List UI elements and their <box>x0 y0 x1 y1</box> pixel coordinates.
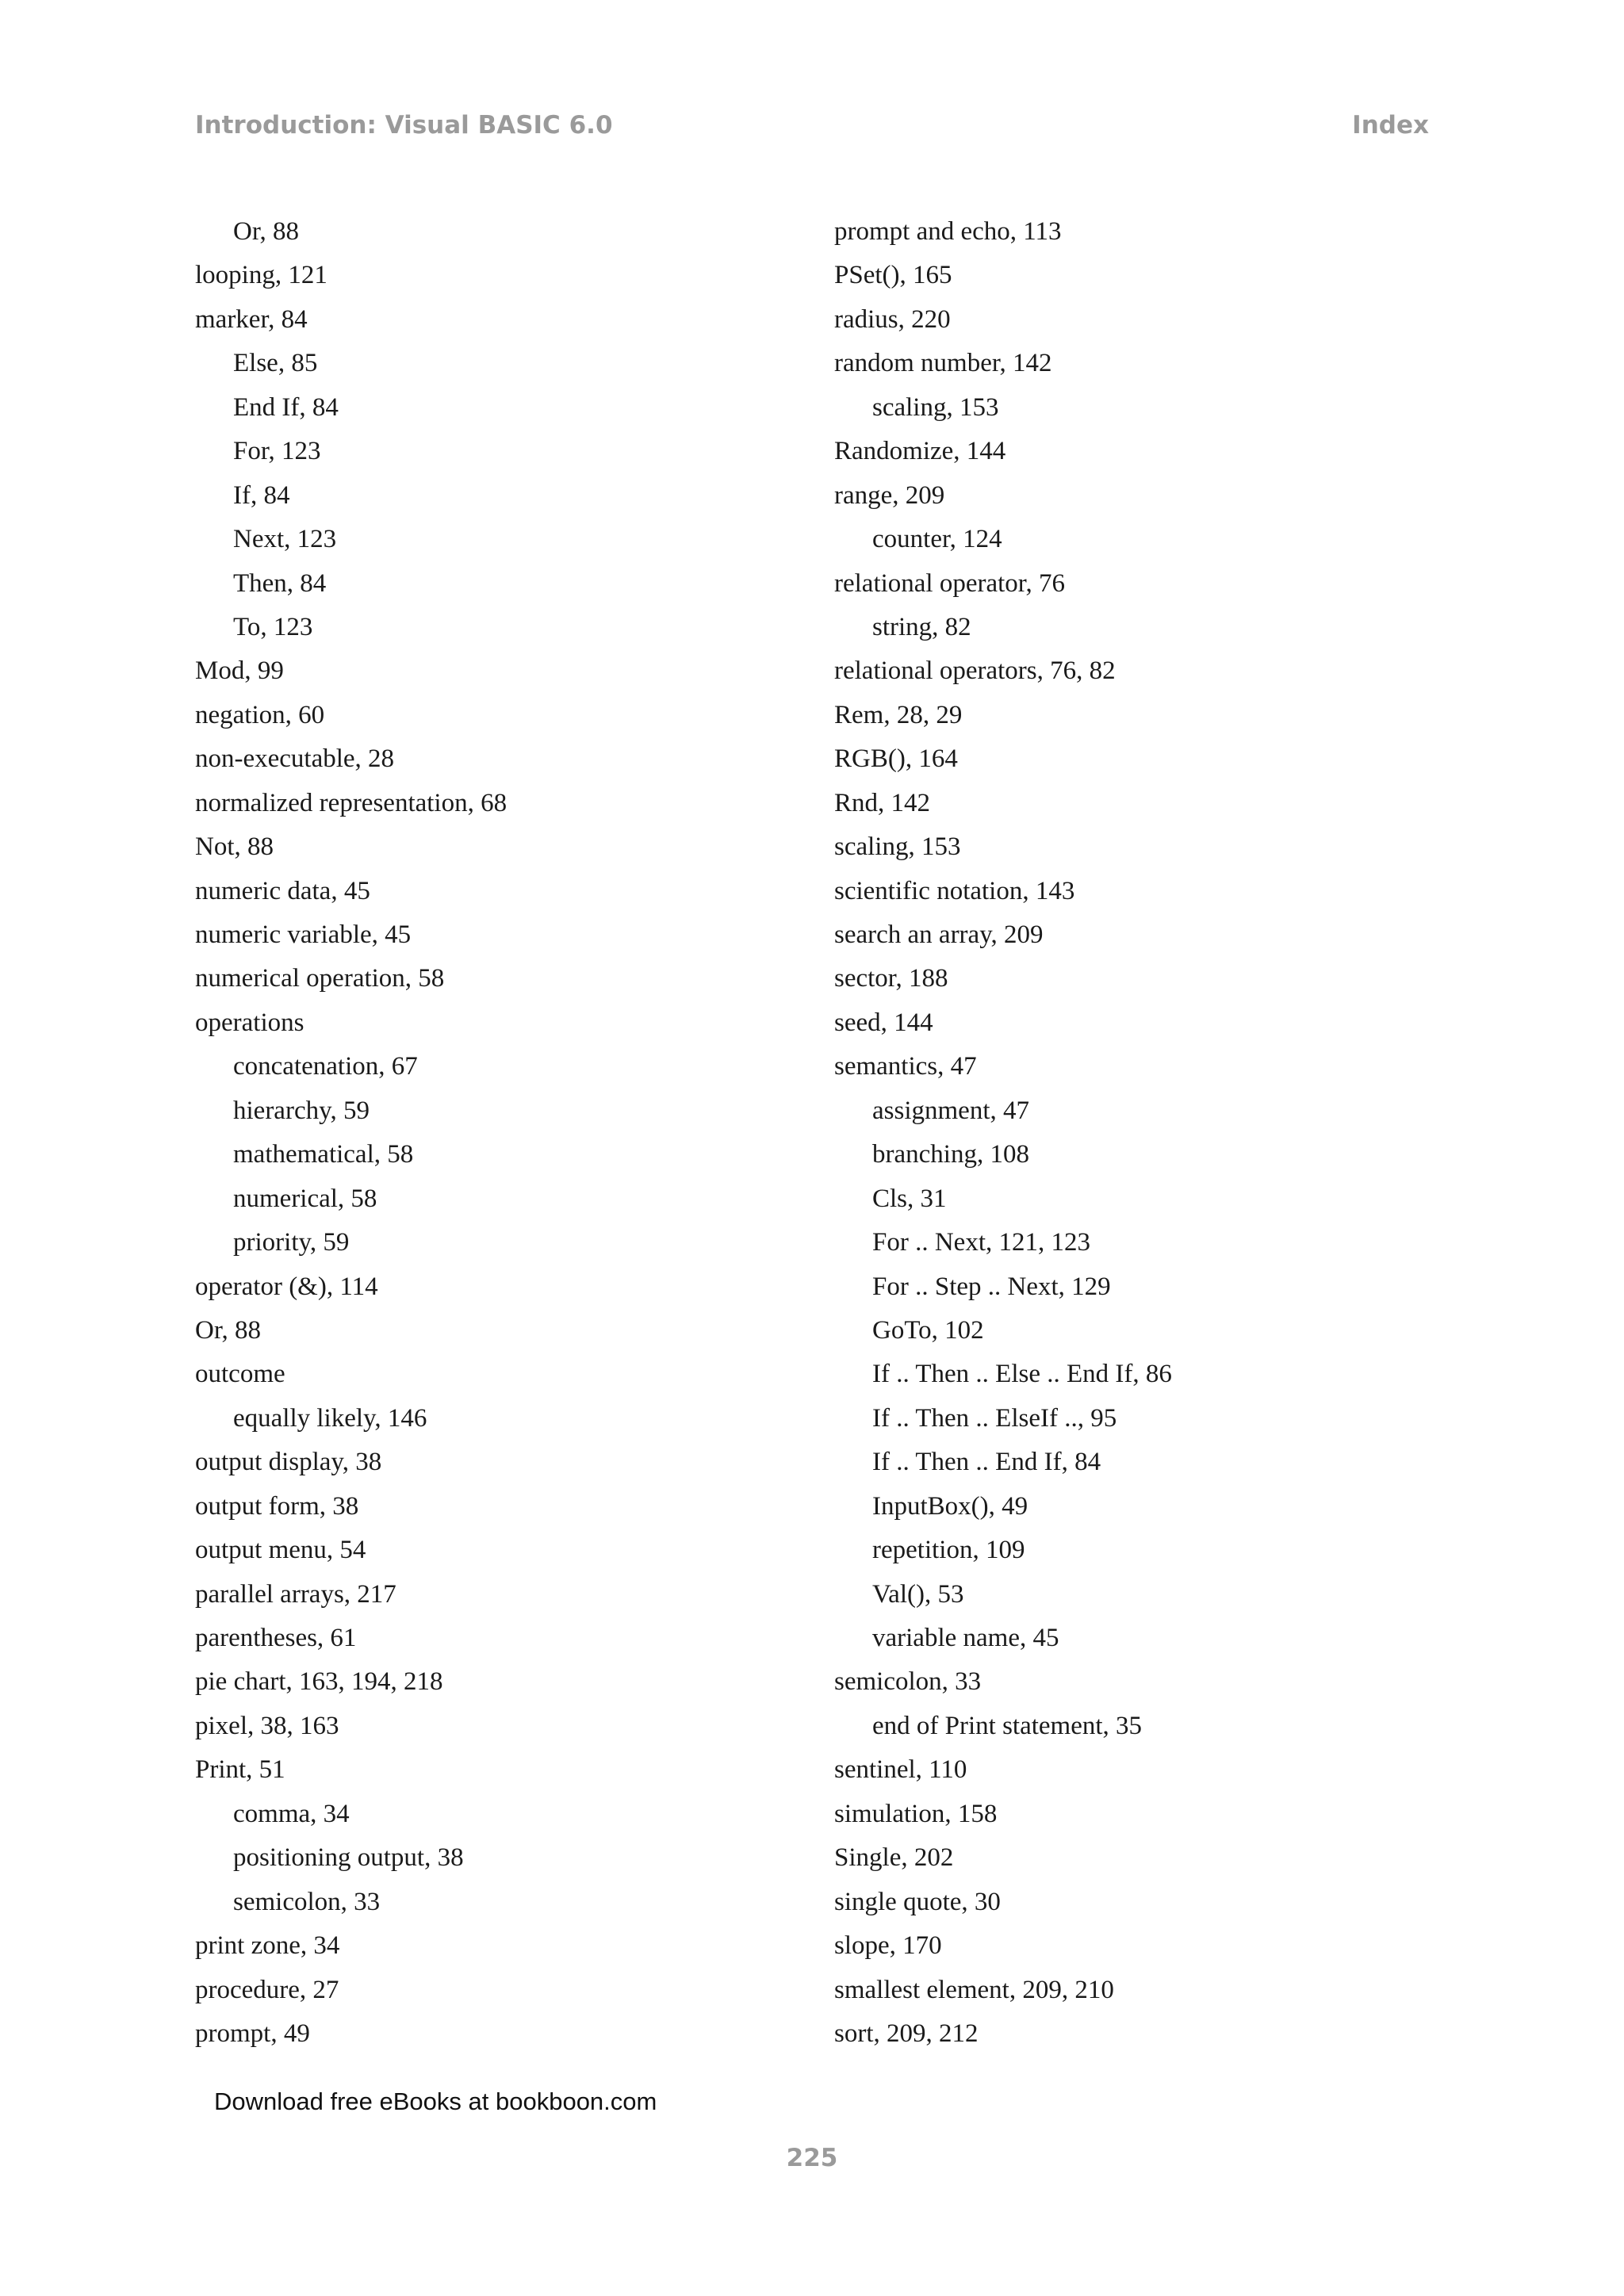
index-subentry: comma, 34 <box>233 1799 350 1828</box>
index-entry: range, 209 <box>834 480 945 510</box>
index-entry: PSet(), 165 <box>834 261 952 290</box>
index-entry: relational operators, 76, 82 <box>834 656 1116 686</box>
index-entry: normalized representation, 68 <box>195 788 508 817</box>
index-subentry: repetition, 109 <box>872 1536 1025 1565</box>
index-subentry: equally likely, 146 <box>233 1403 427 1433</box>
index-entry: single quote, 30 <box>834 1887 1001 1916</box>
index-subentry: variable name, 45 <box>872 1624 1059 1652</box>
index-entry: marker, 84 <box>195 304 308 334</box>
index-subentry: counter, 124 <box>872 525 1002 554</box>
index-entry: pie chart, 163, 194, 218 <box>195 1667 443 1697</box>
index-entry: output menu, 54 <box>195 1536 366 1565</box>
index-subentry: InputBox(), 49 <box>872 1491 1028 1521</box>
index-entry: slope, 170 <box>834 1931 942 1961</box>
book-title: Introduction: Visual BASIC 6.0 <box>195 111 613 140</box>
index-column-right <box>834 210 1172 2056</box>
index-subentry: Val(), 53 <box>872 1579 964 1609</box>
index-entry: Single, 202 <box>834 1843 954 1873</box>
index-entry: looping, 121 <box>195 261 327 290</box>
index-entry: seed, 144 <box>834 1008 933 1037</box>
index-subentry: Then, 84 <box>233 568 327 598</box>
index-entry: prompt, 49 <box>195 2019 310 2048</box>
index-subentry: Cls, 31 <box>872 1184 947 1213</box>
index-entry: search an array, 209 <box>834 920 1044 949</box>
index-entry: simulation, 158 <box>834 1799 998 1828</box>
index-entry: Mod, 99 <box>195 656 284 686</box>
index-entry: semantics, 47 <box>834 1052 977 1081</box>
index-entry: Or, 88 <box>195 1315 261 1345</box>
index-entry: Rnd, 142 <box>834 788 931 817</box>
page-number: 225 <box>786 2144 838 2172</box>
index-entry: numeric data, 45 <box>195 876 370 905</box>
index-subentry: branching, 108 <box>872 1140 1029 1169</box>
index-entry: negation, 60 <box>195 700 325 729</box>
index-entry: Print, 51 <box>195 1755 285 1785</box>
index-subentry: For .. Next, 121, 123 <box>872 1228 1090 1257</box>
index-subentry: Next, 123 <box>233 525 337 554</box>
index-subentry: If .. Then .. End If, 84 <box>872 1448 1101 1477</box>
index-subentry: End If, 84 <box>233 392 339 422</box>
index-entry: sector, 188 <box>834 964 948 993</box>
index-column-left <box>195 210 507 2056</box>
index-entry: pixel, 38, 163 <box>195 1711 339 1740</box>
index-entry: operator (&), 114 <box>195 1272 378 1301</box>
page-header <box>195 111 1429 149</box>
index-subentry: scaling, 153 <box>872 392 999 422</box>
index-subentry: mathematical, 58 <box>233 1140 414 1169</box>
index-subentry: To, 123 <box>233 612 313 641</box>
index-entry: Not, 88 <box>195 832 274 862</box>
index-entry: smallest element, 209, 210 <box>834 1975 1114 2004</box>
index-entry: sort, 209, 212 <box>834 2019 979 2048</box>
index-subentry: string, 82 <box>872 612 971 641</box>
index-subentry: If .. Then .. ElseIf .., 95 <box>872 1403 1117 1433</box>
index-subentry: Else, 85 <box>233 349 318 378</box>
index-entry: semicolon, 33 <box>834 1667 982 1697</box>
index-subentry: semicolon, 33 <box>233 1887 381 1916</box>
index-entry: relational operator, 76 <box>834 568 1065 598</box>
index-entry: numeric variable, 45 <box>195 920 412 949</box>
index-entry: parentheses, 61 <box>195 1624 357 1652</box>
index-subentry: end of Print statement, 35 <box>872 1711 1143 1740</box>
index-subentry: For, 123 <box>233 437 321 466</box>
index-entry: prompt and echo, 113 <box>834 217 1062 246</box>
index-subentry: GoTo, 102 <box>872 1315 984 1345</box>
index-entry: scaling, 153 <box>834 832 961 862</box>
index-subentry: numerical, 58 <box>233 1184 377 1213</box>
index-entry: output form, 38 <box>195 1491 359 1521</box>
index-subentry: Or, 88 <box>233 217 299 246</box>
download-note: Download free eBooks at bookboon.com <box>214 2087 657 2115</box>
index-subentry: priority, 59 <box>233 1228 350 1257</box>
index-entry: non-executable, 28 <box>195 744 395 774</box>
index-subentry: For .. Step .. Next, 129 <box>872 1272 1111 1301</box>
section-title: Index <box>1352 111 1429 140</box>
index-entry: procedure, 27 <box>195 1975 339 2004</box>
index-entry: sentinel, 110 <box>834 1755 967 1785</box>
index-subentry: concatenation, 67 <box>233 1052 418 1081</box>
index-entry: scientific notation, 143 <box>834 876 1075 905</box>
index-entry: numerical operation, 58 <box>195 964 445 993</box>
index-entry: random number, 142 <box>834 349 1052 378</box>
index-entry: operations <box>195 1008 304 1037</box>
index-entry: output display, 38 <box>195 1448 382 1477</box>
index-subentry: assignment, 47 <box>872 1096 1029 1125</box>
index-subentry: hierarchy, 59 <box>233 1096 370 1125</box>
index-entry: radius, 220 <box>834 304 951 334</box>
index-subentry: positioning output, 38 <box>233 1843 464 1873</box>
index-subentry: If .. Then .. Else .. End If, 86 <box>872 1360 1172 1389</box>
index-entry: print zone, 34 <box>195 1931 340 1961</box>
index-entry: Randomize, 144 <box>834 437 1006 466</box>
index-subentry: If, 84 <box>233 480 290 510</box>
index-entry: Rem, 28, 29 <box>834 700 963 729</box>
index-entry: RGB(), 164 <box>834 744 958 774</box>
index-entry: outcome <box>195 1360 285 1389</box>
index-entry: parallel arrays, 217 <box>195 1579 396 1609</box>
